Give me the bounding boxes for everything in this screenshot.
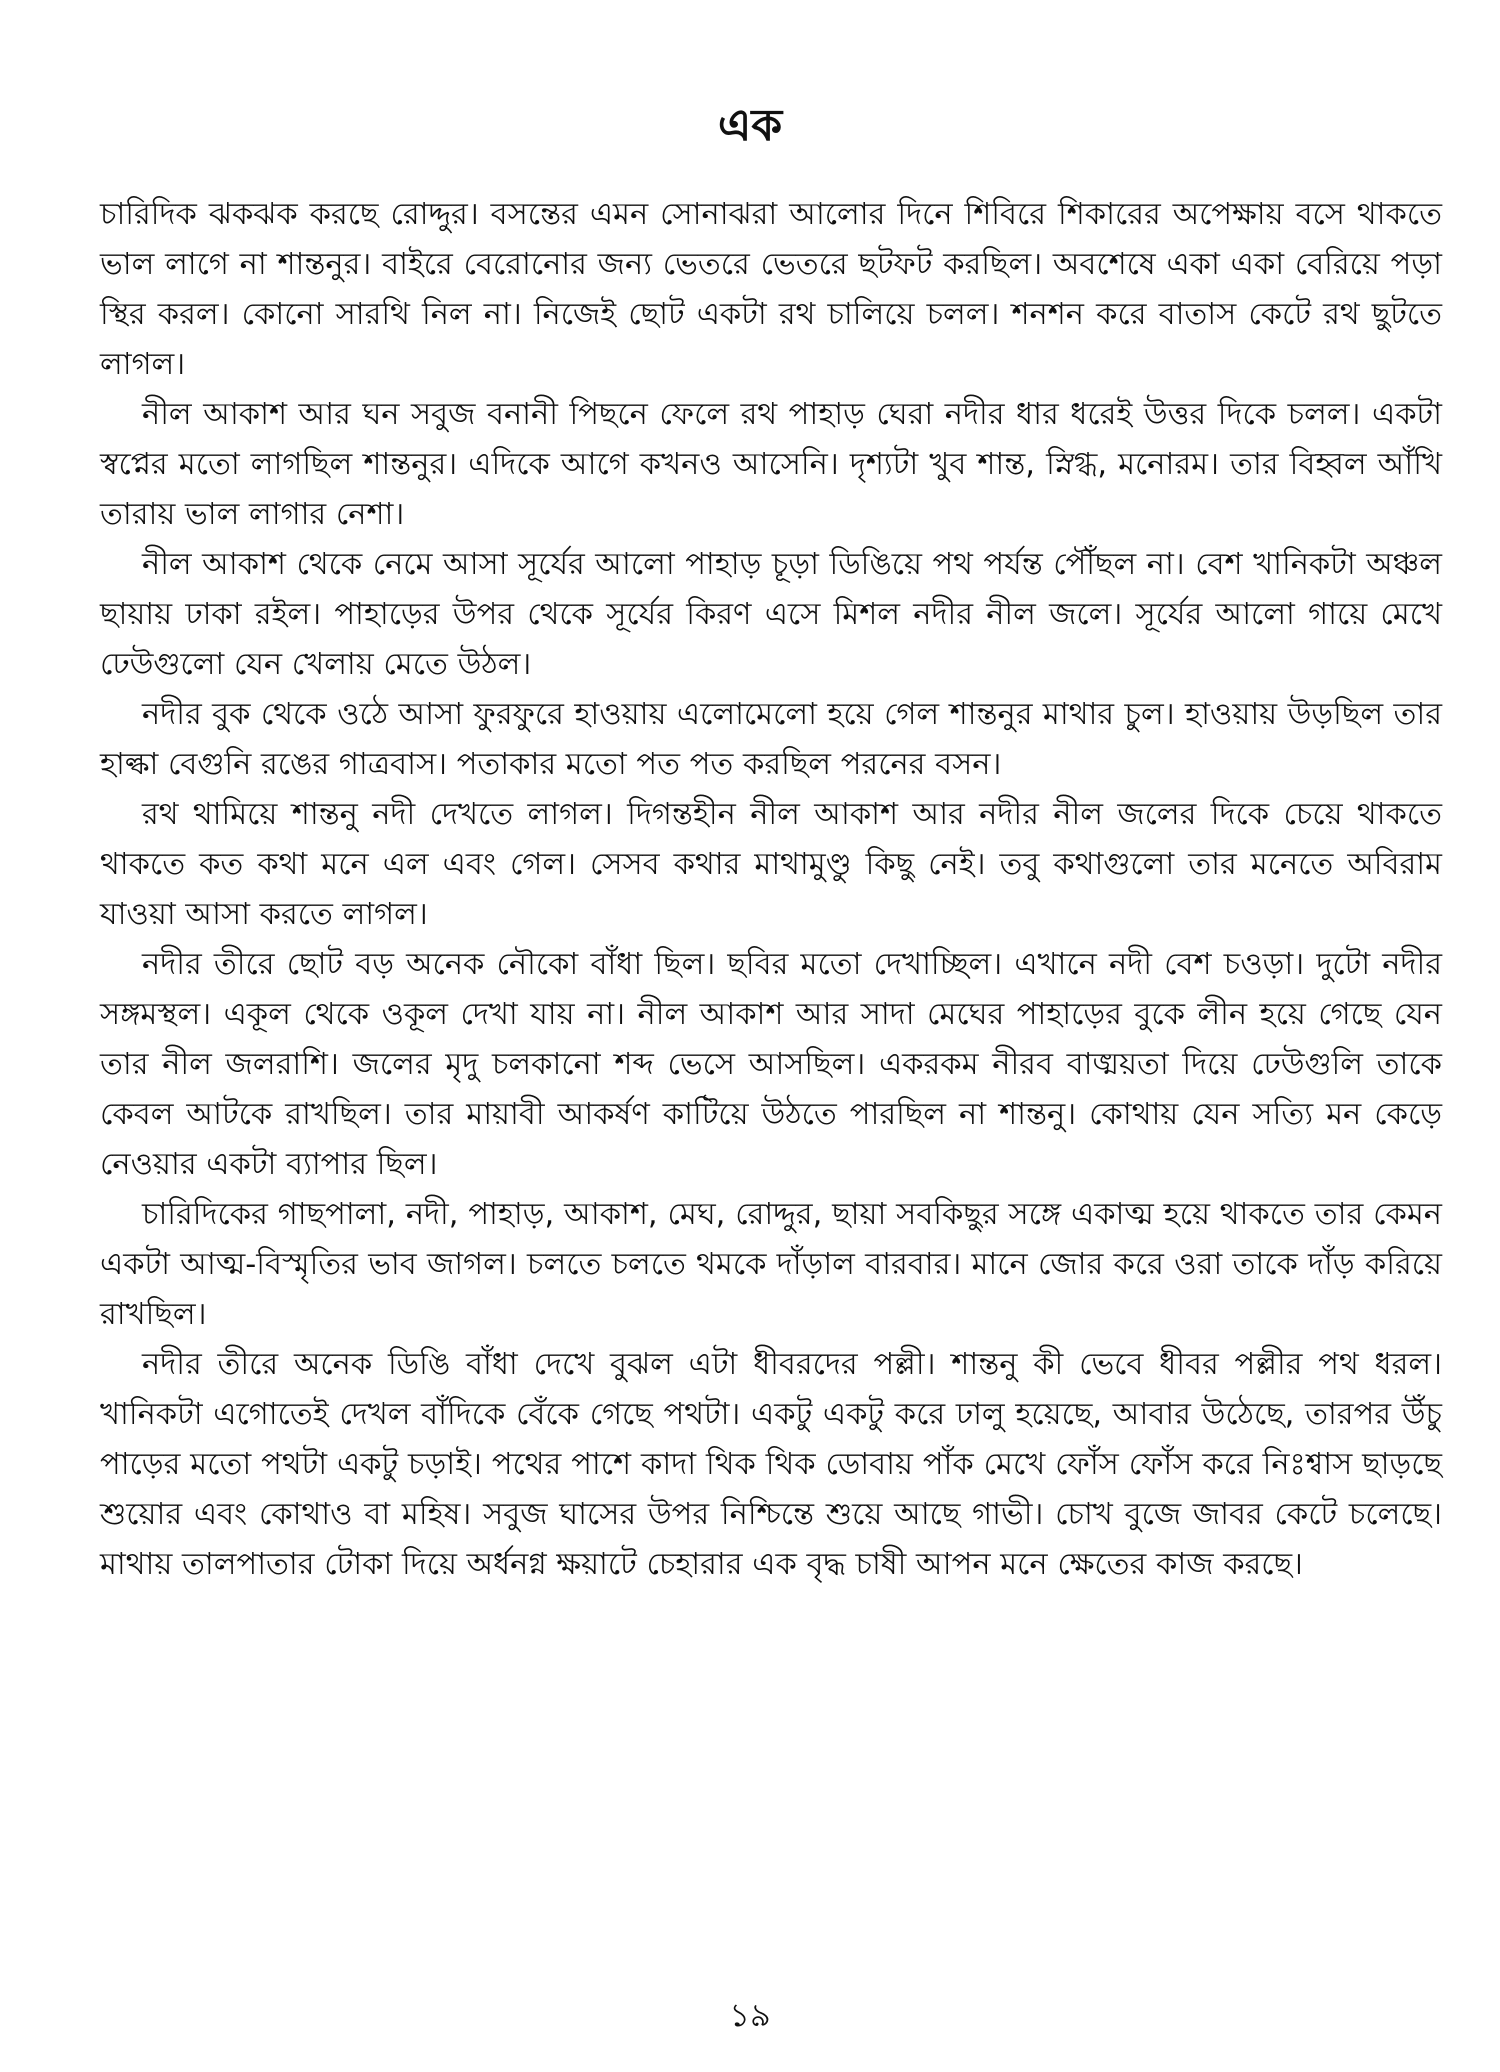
paragraph: চারিদিকের গাছপালা, নদী, পাহাড়, আকাশ, মেঘ, রোদ্দুর, ছায়া সবকিছুর সঙ্গে একাত্ম হয়ে থাকতে তার কেমন একটা আত্ম-বিস্মৃতির ভাব জাগল। চলতে চলতে থমকে দাঁড়াল বারবার। মানে জোর করে ওরা তাকে দাঁড় করিয়ে রাখছিল। bbox=[100, 1197, 1442, 1332]
body-text bbox=[100, 190, 1442, 1590]
paragraph: রথ থামিয়ে শান্তনু নদী দেখতে লাগল। দিগন্তহীন নীল আকাশ আর নদীর নীল জলের দিকে চেয়ে থাকতে থাকতে কত কথা মনে এল এবং গেল। সেসব কথার মাথামুণ্ডু কিছু নেই। তবু কথাগুলো তার মনেতে অবিরাম যাওয়া আসা করতে লাগল। bbox=[100, 797, 1442, 932]
paragraph: নীল আকাশ থেকে নেমে আসা সূর্যের আলো পাহাড় চূড়া ডিঙিয়ে পথ পর্যন্ত পৌঁছল না। বেশ খানিকটা অঞ্চল ছায়ায় ঢাকা রইল। পাহাড়ের উপর থেকে সূর্যের কিরণ এসে মিশল নদীর নীল জলে। সূর্যের আলো গায়ে মেখে ঢেউগুলো যেন খেলায় মেতে উঠল। bbox=[100, 547, 1442, 682]
paragraph: নদীর তীরে অনেক ডিঙি বাঁধা দেখে বুঝল এটা ধীবরদের পল্লী। শান্তনু কী ভেবে ধীবর পল্লীর পথ ধরল। খানিকটা এগোতেই দেখল বাঁদিকে বেঁকে গেছে পথটা। একটু একটু করে ঢালু হয়েছে, আবার উঠেছে, তারপর উঁচু পাড়ের মতো পথটা একটু চড়াই। পথের পাশে কাদা থিক থিক ডোবায় পাঁক মেখে ফোঁস ফোঁস করে নিঃশ্বাস ছাড়ছে শুয়োর এবং কোথাও বা মহিষ। সবুজ ঘাসের উপর নিশ্চিন্তে শুয়ে আছে গাভী। চোখ বুজে জাবর কেটে চলেছে। মাথায় তালপাতার টোকা দিয়ে অর্ধনগ্ন ক্ষয়াটে চেহারার এক বৃদ্ধ চাষী আপন মনে ক্ষেতের কাজ করছে। bbox=[100, 1347, 1442, 1582]
chapter-title: এক bbox=[717, 100, 783, 151]
page-number: ১৯ bbox=[729, 1996, 771, 2034]
paragraph: চারিদিক ঝকঝক করছে রোদ্দুর। বসন্তের এমন সোনাঝরা আলোর দিনে শিবিরে শিকারের অপেক্ষায় বসে থাকতে ভাল লাগে না শান্তনুর। বাইরে বেরোনোর জন্য ভেতরে ভেতরে ছটফট করছিল। অবশেষে একা একা বেরিয়ে পড়া স্থির করল। কোনো সারথি নিল না। নিজেই ছোট একটা রথ চালিয়ে চলল। শনশন করে বাতাস কেটে রথ ছুটতে লাগল। bbox=[100, 197, 1442, 382]
paragraph: নীল আকাশ আর ঘন সবুজ বনানী পিছনে ফেলে রথ পাহাড় ঘেরা নদীর ধার ধরেই উত্তর দিকে চলল। একটা স্বপ্নের মতো লাগছিল শান্তনুর। এদিকে আগে কখনও আসেনি। দৃশ্যটা খুব শান্ত, স্নিগ্ধ, মনোরম। তার বিহ্বল আঁখি তারায় ভাল লাগার নেশা। bbox=[100, 397, 1442, 532]
paragraph: নদীর বুক থেকে ওঠে আসা ফুরফুরে হাওয়ায় এলোমেলো হয়ে গেল শান্তনুর মাথার চুল। হাওয়ায় উড়ছিল তার হাল্কা বেগুনি রঙের গাত্রবাস। পতাকার মতো পত পত করছিল পরনের বসন। bbox=[100, 697, 1442, 782]
paragraph: নদীর তীরে ছোট বড় অনেক নৌকো বাঁধা ছিল। ছবির মতো দেখাচ্ছিল। এখানে নদী বেশ চওড়া। দুটো নদীর সঙ্গমস্থল। একূল থেকে ওকূল দেখা যায় না। নীল আকাশ আর সাদা মেঘের পাহাড়ের বুকে লীন হয়ে গেছে যেন তার নীল জলরাশি। জলের মৃদু চলকানো শব্দ ভেসে আসছিল। একরকম নীরব বাঙ্ময়তা দিয়ে ঢেউগুলি তাকে কেবল আটকে রাখছিল। তার মায়াবী আকর্ষণ কাটিয়ে উঠতে পারছিল না শান্তনু। কোথায় যেন সত্যি মন কেড়ে নেওয়ার একটা ব্যাপার ছিল। bbox=[100, 947, 1442, 1182]
